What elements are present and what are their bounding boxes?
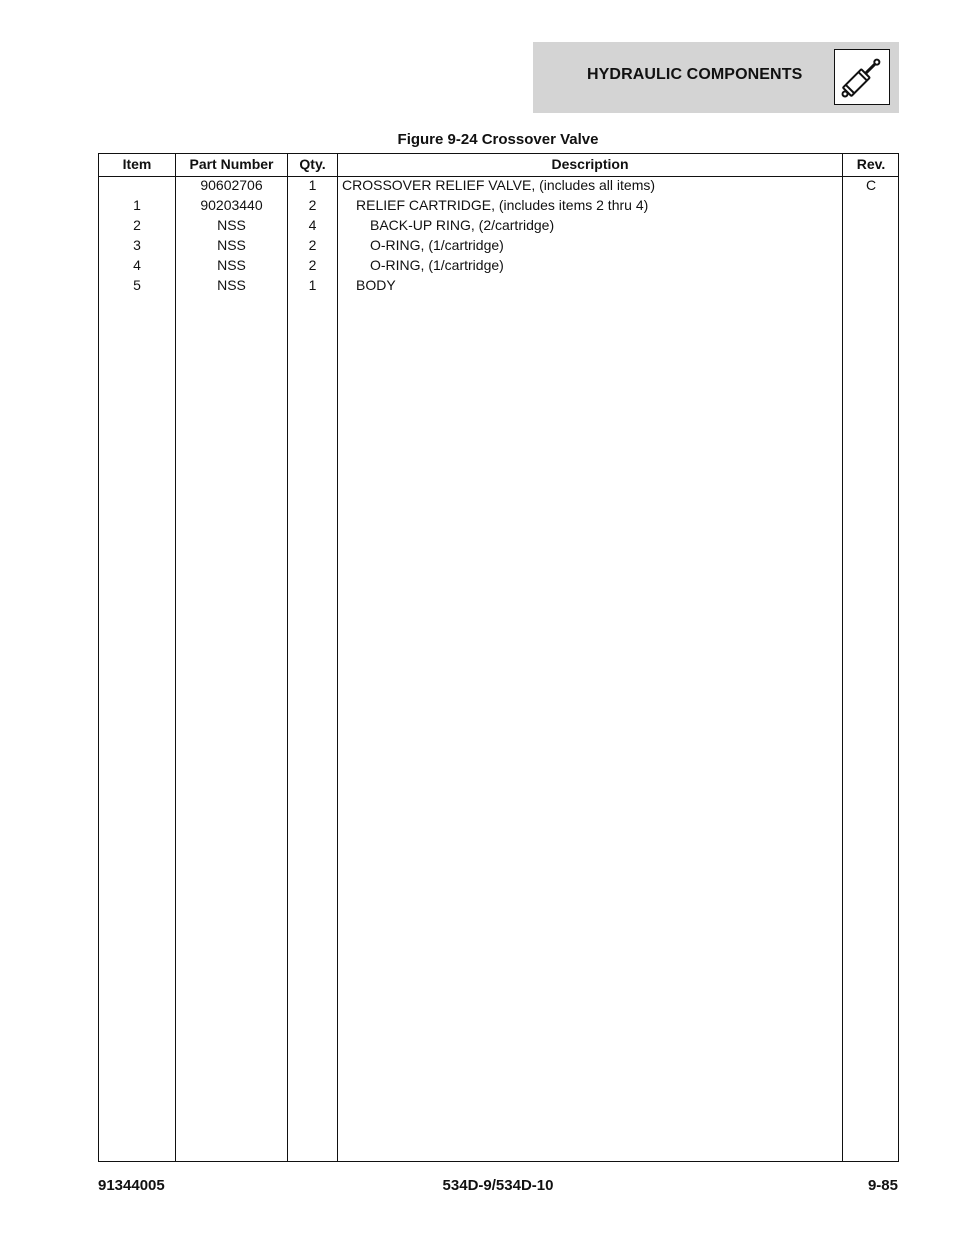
quantity: 1 — [308, 277, 317, 293]
footer-doc-number: 91344005 — [98, 1177, 165, 1194]
column-header-rev: Rev. — [856, 156, 886, 172]
table-row — [99, 237, 898, 257]
description: BODY — [356, 277, 396, 293]
part-number: NSS — [217, 277, 246, 293]
item-number: 4 — [133, 257, 141, 273]
hydraulic-cylinder-icon — [834, 49, 890, 105]
description: O-RING, (1/cartridge) — [370, 237, 504, 253]
description: CROSSOVER RELIEF VALVE, (includes all items) — [342, 177, 656, 193]
quantity: 2 — [308, 257, 317, 273]
section-title: HYDRAULIC COMPONENTS — [587, 66, 803, 83]
item-number: 1 — [133, 197, 141, 213]
item-number: 3 — [133, 237, 141, 253]
part-number: NSS — [217, 217, 246, 233]
column-header-item: Item — [122, 156, 152, 172]
table-row — [99, 197, 898, 217]
description: O-RING, (1/cartridge) — [370, 257, 504, 273]
quantity: 1 — [308, 177, 317, 193]
part-number: NSS — [217, 257, 246, 273]
quantity: 2 — [308, 237, 317, 253]
section-header — [533, 42, 899, 113]
table-row — [99, 277, 898, 297]
figure-title: Figure 9-24 Crossover Valve — [397, 131, 599, 148]
quantity: 4 — [308, 217, 317, 233]
column-divider — [175, 154, 176, 1161]
description: BACK-UP RING, (2/cartridge) — [370, 217, 555, 233]
item-number: 2 — [133, 217, 141, 233]
footer-model: 534D-9/534D-10 — [442, 1177, 554, 1194]
part-number: 90602706 — [200, 177, 263, 193]
column-header-part-number: Part Number — [189, 156, 274, 172]
column-divider — [287, 154, 288, 1161]
part-number: 90203440 — [200, 197, 263, 213]
column-divider — [337, 154, 338, 1161]
quantity: 2 — [308, 197, 317, 213]
column-header-description: Description — [551, 156, 629, 172]
column-header-qty: Qty. — [299, 156, 326, 172]
column-divider — [842, 154, 843, 1161]
table-row — [99, 257, 898, 277]
footer-page-number: 9-85 — [867, 1177, 898, 1194]
description: RELIEF CARTRIDGE, (includes items 2 thru 4) — [356, 197, 649, 213]
part-number: NSS — [217, 237, 246, 253]
item-number: 5 — [133, 277, 141, 293]
table-row — [99, 217, 898, 237]
parts-table — [98, 153, 899, 1162]
table-row — [99, 177, 898, 197]
hydraulic-cylinder-icon-graphic — [835, 50, 889, 104]
revision: C — [865, 177, 877, 193]
